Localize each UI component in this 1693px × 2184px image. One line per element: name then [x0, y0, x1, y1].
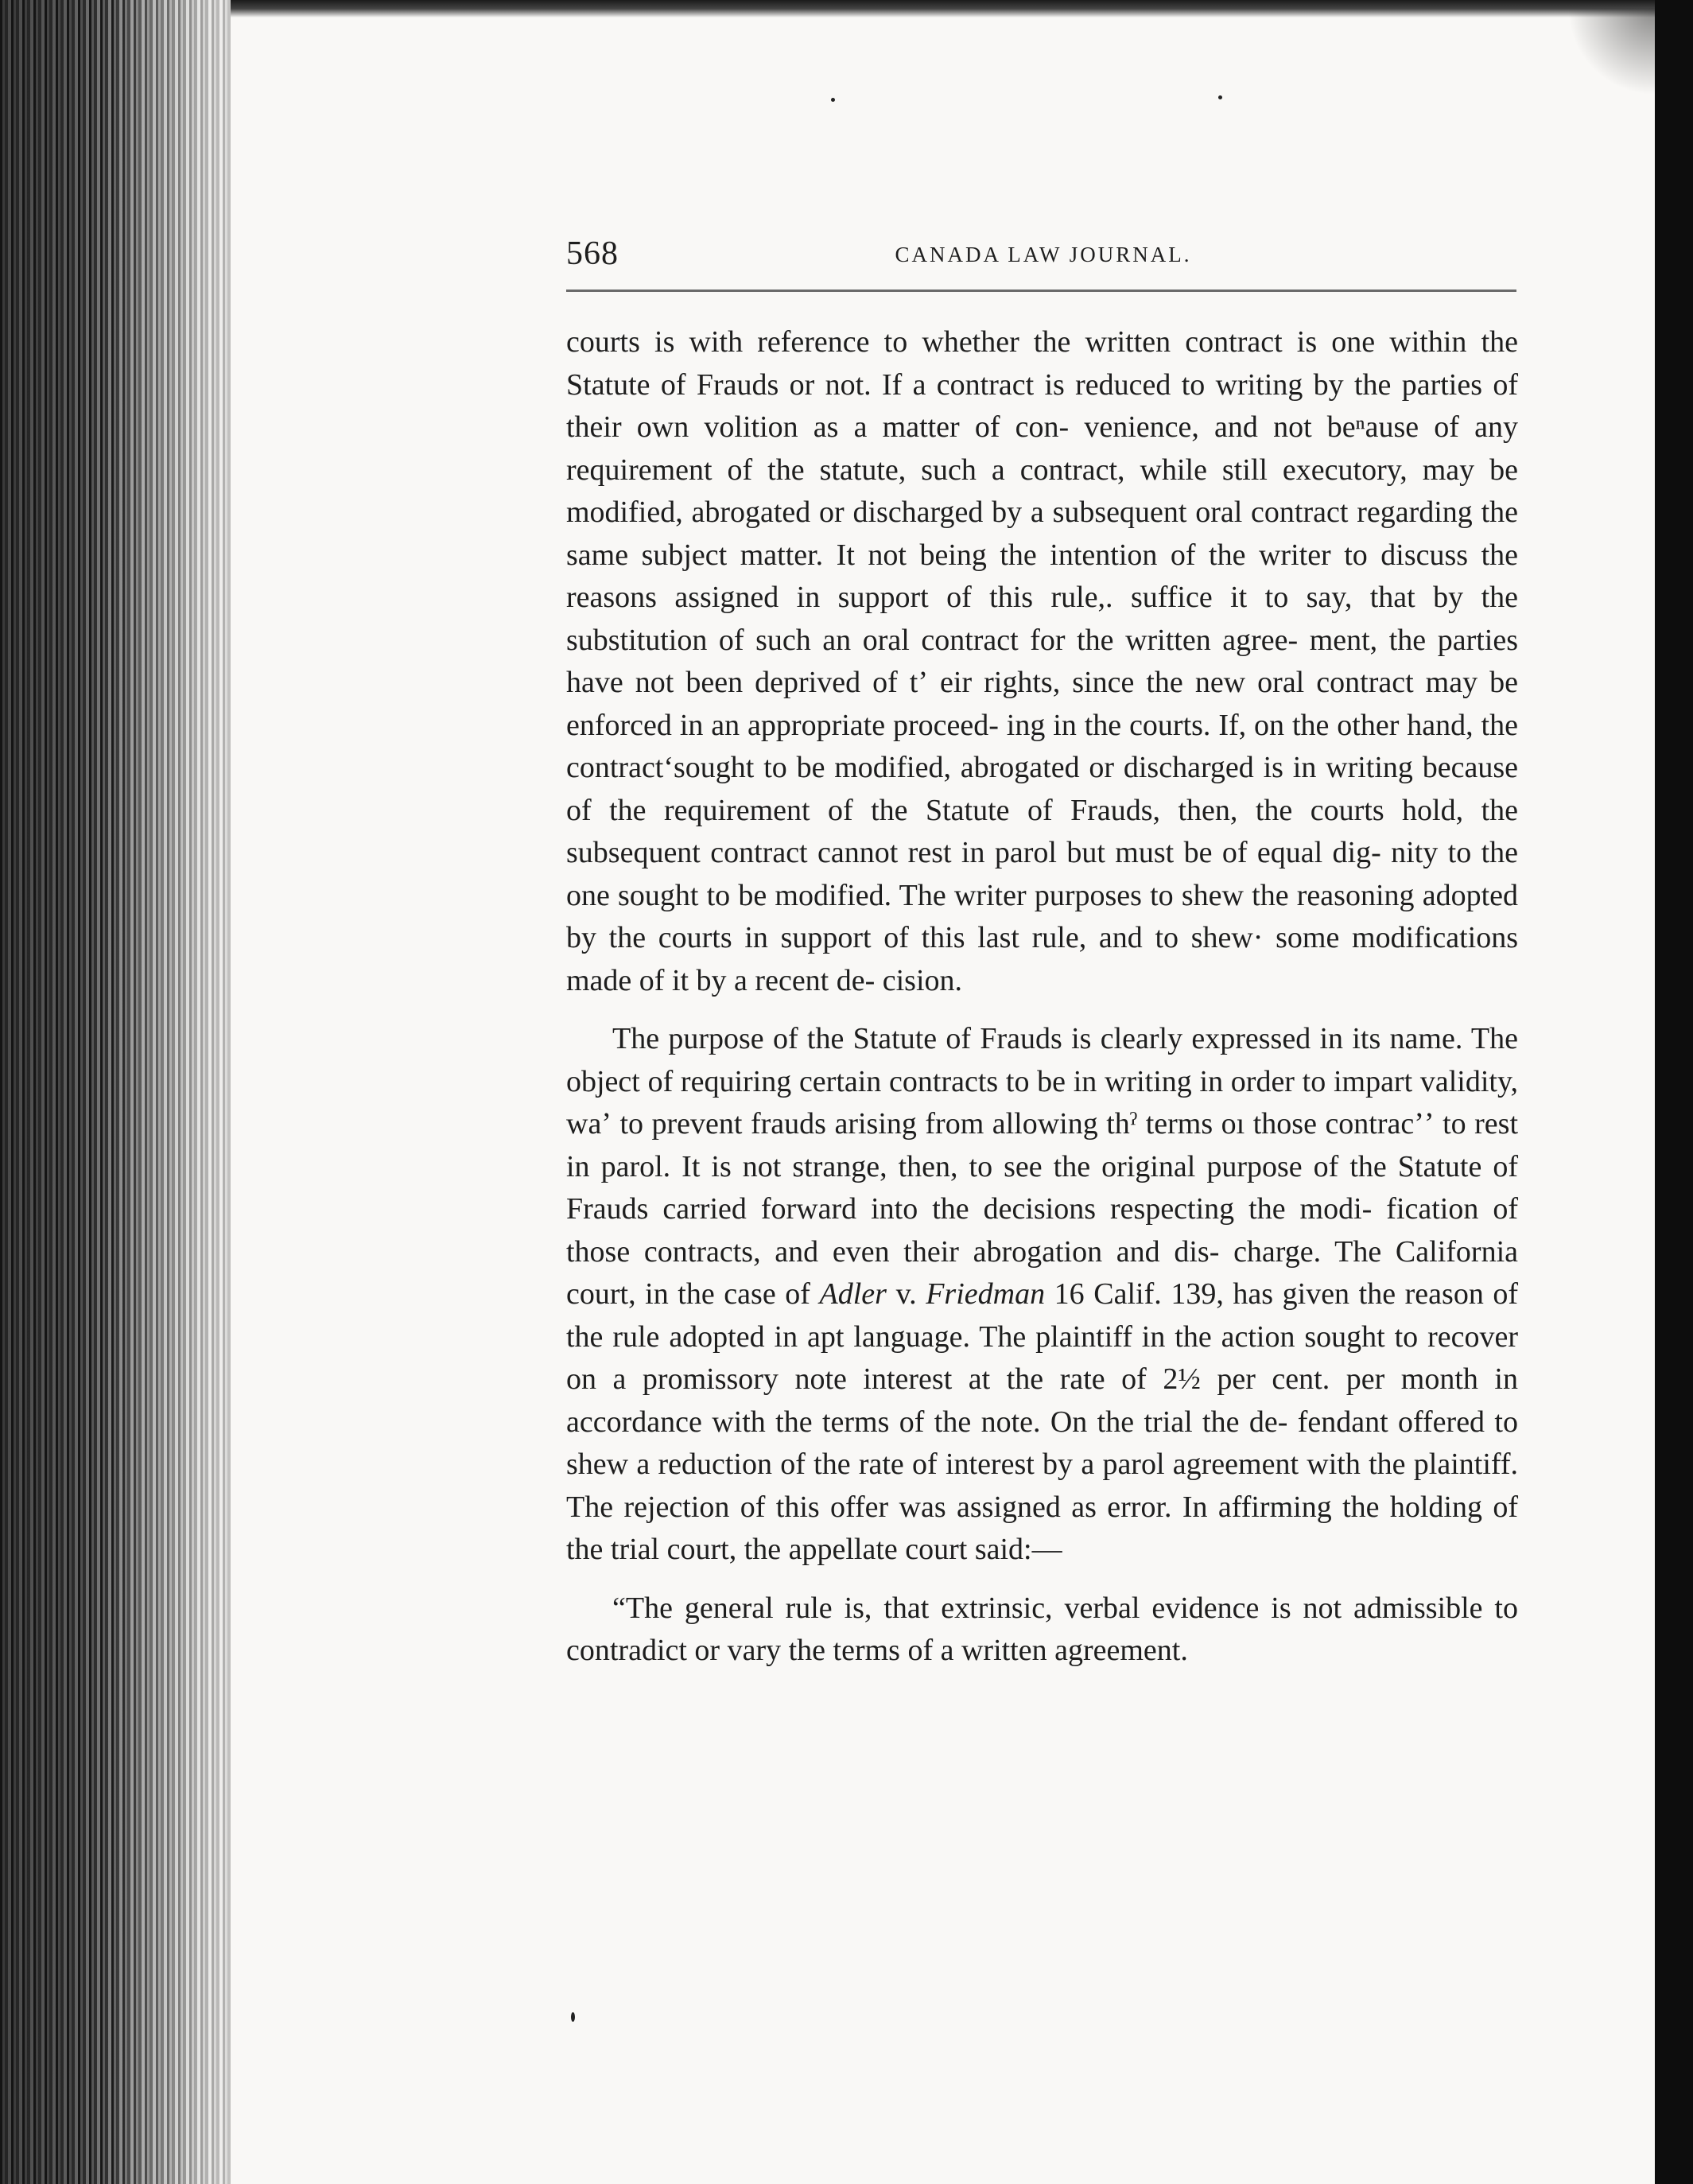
paragraph-3-quotation: “The general rule is, that extrinsic, verbal evidence is not admissible to contradict or vary the terms of a written agreement. [566, 1591, 1518, 1667]
header-rule [566, 290, 1516, 292]
page-number: 568 [566, 235, 619, 272]
scan-speck [1218, 95, 1222, 99]
top-edge-shadow [231, 0, 1693, 17]
case-defendant: Friedman [926, 1277, 1046, 1311]
binding-fade [111, 0, 318, 2184]
scan-speck [571, 2012, 575, 2022]
paragraph-2-after-case: 16 Calif. 139, has given the reason of the rule adopted in apt language. The plaintiff in the action sought to recover on a promissory note interest at the rate of 2½ per cent. per month in accordance with the terms of the note. On the trial the de- fendant offered to shew a reduction of the rate of interest by a parol agreement with the plaintiff. The rejection of this offer was assigned as error. In affirming the holding of the trial court, the appellate court said:— [566, 1277, 1519, 1566]
case-plaintiff: Adler [819, 1277, 887, 1311]
case-versus: v. [895, 1277, 917, 1311]
paragraph-1: courts is with reference to whether the written contract is one within the Statute of Frauds or not. If a contract is reduced to writing by the parties of their own volition as a matter of con- venience, and not beⁿause of any requirement of the statute, such a contract, while still executory, may be modified, abrogated or discharged by a subsequent oral contract regarding the same subject matter. It not being the intention of the writer to discuss the reasons assigned in support of this rule,. suffice it to say, that by the substitution of such an oral contract for the written agree- ment, the parties have not been deprived of tʼ eir rights, since the new oral contract may be enforced in an appropriate proceed- ing in the courts. If, on the other hand, the contractʻsought to be modified, abrogated or discharged is in writing because of the requirement of the Statute of Frauds, then, the courts hold, the subsequent contract cannot rest in parol but must be of equal dig- nity to the one sought to be modified. The writer purposes to shew the reasoning adopted by the courts in support of this last rule, and to shew· some modifications made of it by a recent de- cision. [566, 325, 1518, 997]
paragraph-2 [566, 1018, 1518, 1572]
scan-speck [831, 98, 835, 102]
running-head [566, 235, 1520, 282]
journal-title: CANADA LAW JOURNAL. [895, 243, 1192, 266]
paragraph-2-before-case: The purpose of the Statute of Frauds is clearly expressed in its name. The object of requiring certain contracts to be in writing in order to impart validity, waʼ to prevent frauds arising from allowing thˀ terms oı those contracʼʼ to rest in parol. It is not strange, then, to see the original purpose of the Statute of Frauds carried forward into the decisions respecting the modi- fication of those contracts, and even their abrogation and dis- charge. The California court, in the case of [566, 1022, 1518, 1311]
corner-smudge [1567, 8, 1655, 95]
right-edge-shadow [1655, 0, 1693, 2184]
body-text [566, 321, 1518, 1673]
